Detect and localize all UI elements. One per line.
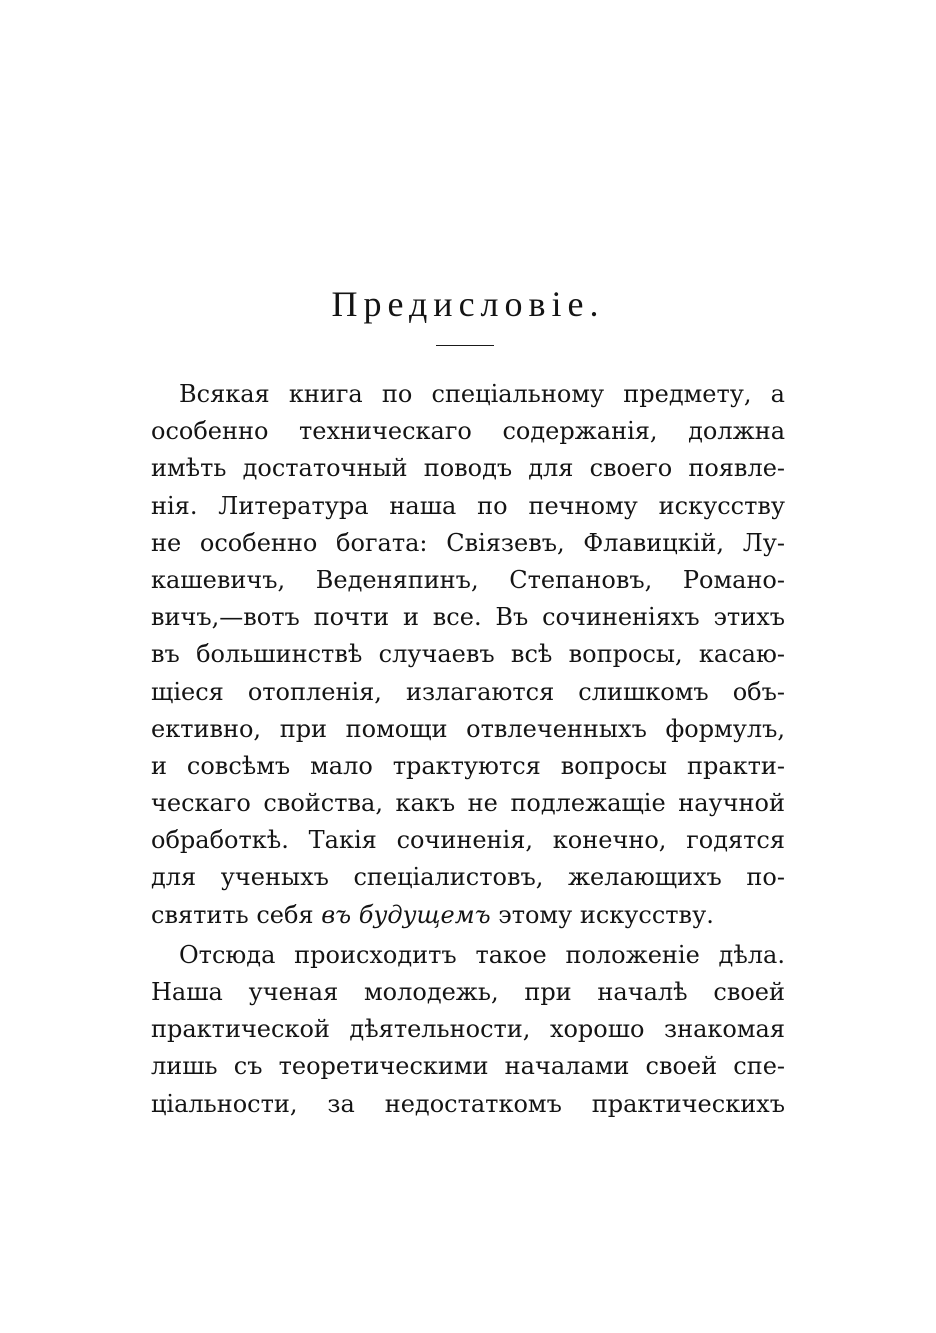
text-line: обработкѣ. Такія сочиненія, конечно, годятся — [151, 826, 785, 855]
text-line: особенно техническаго содержанія, должна — [151, 417, 785, 446]
italic-phrase: въ будущемъ — [321, 900, 491, 929]
text-line: ціальности, за недостаткомъ практическихъ — [151, 1089, 785, 1118]
text-line: щіеся отопленія, излагаются слишкомъ объ- — [151, 677, 785, 706]
text-line: Наша ученая молодежь, при началѣ своей — [151, 978, 785, 1006]
text-line: Отсюда происходитъ такое положеніе дѣла. — [179, 940, 785, 969]
text-line: вичъ,—вотъ почти и все. Въ сочиненіяхъ этихъ — [151, 603, 785, 632]
text-line: кашевичъ, Веденяпинъ, Степановъ, Романо- — [151, 565, 785, 594]
paragraph-1 — [151, 376, 785, 934]
page-title: Предисловіе. — [331, 284, 605, 324]
text-run: святить себя — [151, 900, 322, 929]
text-line: въ большинствѣ случаевъ всѣ вопросы, касаю- — [151, 640, 785, 669]
text-line: нія. Литература наша по печному искусству — [151, 491, 785, 520]
text-line: Всякая книга по спеціальному предмету, а — [179, 380, 785, 408]
title-divider — [436, 345, 494, 346]
text-line: лишь съ теоретическими началами своей спе- — [151, 1052, 785, 1081]
text-line: для ученыхъ спеціалистовъ, желающихъ по- — [151, 863, 785, 892]
text-run: этому искусству. — [490, 900, 714, 929]
text-line: ческаго свойства, какъ не подлежащіе научной — [151, 789, 785, 818]
text-line: не особенно богата: Свіязевъ, Флавицкій, Лу- — [151, 528, 785, 557]
text-line-with-italic — [151, 897, 785, 934]
paragraph-2 — [151, 937, 785, 1123]
text-line: ективно, при помощи отвлеченныхъ формулъ, — [151, 714, 785, 743]
text-line: практической дѣятельности, хорошо знакомая — [151, 1015, 785, 1044]
body-text — [151, 376, 785, 1123]
text-line: и совсѣмъ мало трактуются вопросы практи- — [151, 751, 785, 780]
text-line: имѣть достаточный поводъ для своего появле- — [151, 454, 785, 483]
